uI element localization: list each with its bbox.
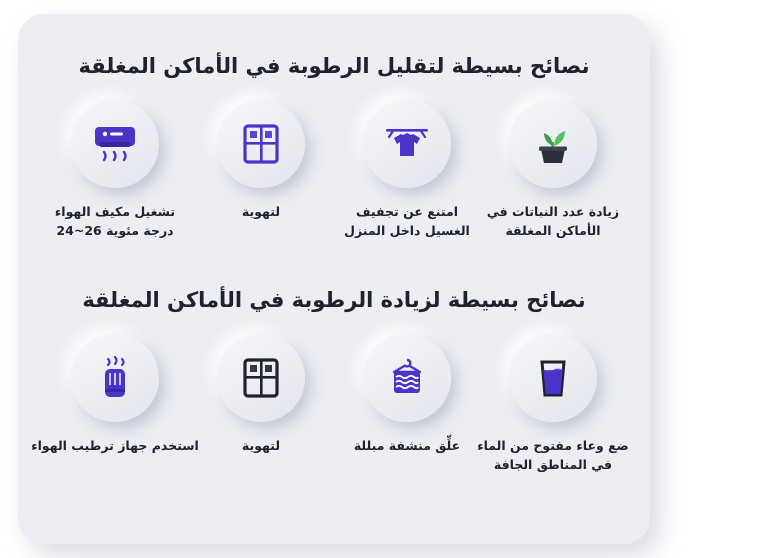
item-no-indoor-drying[interactable] [343, 100, 471, 241]
item-caption: لتهوية [241, 204, 281, 219]
icon-bubble [509, 334, 597, 422]
icon-bubble [509, 100, 597, 188]
wet-towel-hanger-icon [381, 354, 433, 402]
item-caption: ضع وعاء مفتوح من الماء في المناطق الجافة [477, 438, 629, 473]
icon-bubble [217, 334, 305, 422]
item-caption: تشغيل مكيف الهواء درجة مئوية 26~24 [54, 204, 176, 239]
icon-row [18, 100, 650, 241]
section-reduce-humidity [18, 54, 650, 241]
humidifier-icon [92, 353, 138, 403]
window-icon [239, 121, 283, 167]
item-caption: لتهوية [241, 438, 281, 453]
section-title: نصائح بسيطة لزيادة الرطوبة في الأماكن المغلقة [82, 288, 586, 312]
item-more-plants[interactable] [486, 100, 620, 241]
item-wet-towel[interactable] [343, 334, 471, 455]
icon-bubble [363, 100, 451, 188]
item-caption: استخدم جهاز ترطيب الهواء [31, 438, 199, 453]
item-air-conditioner[interactable] [51, 100, 179, 241]
item-ventilation-2[interactable] [197, 334, 325, 455]
section-increase-humidity [18, 288, 650, 475]
item-caption: زيادة عدد النباتات في الأماكن المغلقة [486, 204, 620, 239]
item-humidifier[interactable] [31, 334, 199, 455]
item-caption: علِّق منشفة مبللة [353, 438, 461, 453]
potted-plant-icon [529, 120, 577, 168]
air-conditioner-icon [89, 121, 141, 167]
section-title: نصائح بسيطة لتقليل الرطوبة في الأماكن المغلقة [78, 54, 590, 78]
item-open-water-bowl[interactable] [477, 334, 629, 475]
tshirt-on-rack-icon [380, 120, 434, 168]
icon-bubble [217, 100, 305, 188]
icon-bubble [363, 334, 451, 422]
window-icon [239, 355, 283, 401]
infographic-card [18, 14, 650, 544]
item-caption: امتنع عن تجفيف الغسيل داخل المنزل [344, 204, 470, 239]
item-ventilation-1[interactable] [197, 100, 325, 221]
icon-bubble [71, 100, 159, 188]
icon-row [18, 334, 650, 475]
icon-bubble [71, 334, 159, 422]
water-glass-icon [531, 354, 575, 402]
